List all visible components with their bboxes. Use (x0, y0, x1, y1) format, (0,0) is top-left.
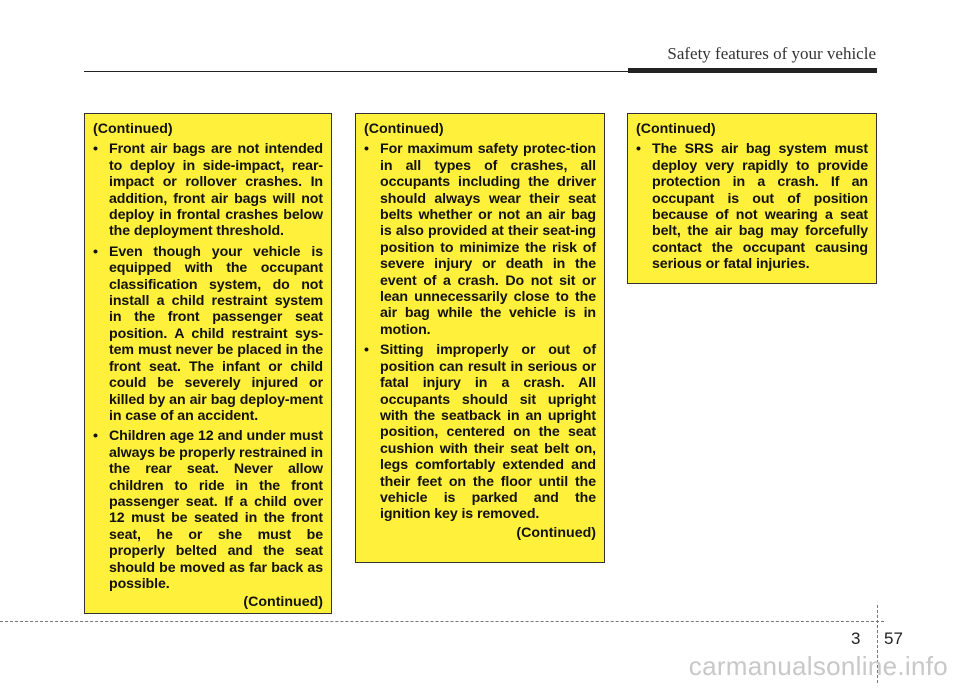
header-rule-thin (84, 71, 644, 72)
bullet-text: The SRS air bag system must deploy very rapidly to provide protection in a crash. If an occupant is out of position because of not wearing a seat belt, the air bag may forcefully contact the occupant causing serious or fatal injuries. (652, 141, 868, 273)
list-item (636, 141, 868, 272)
list-item (93, 141, 323, 239)
bullet-text: For maximum safety protec-tion in all types of crashes, all occupants including the driver should always wear their seat belts whether or not an air bag is also provided at their seat-ing position to minimize the risk of severe injury or death in the event of a crash. Do not sit or lean unnecessarily close to the air bag while the vehicle is in motion. (380, 141, 596, 338)
bullet-icon: • (93, 428, 98, 445)
bullet-text: Children age 12 and under must always be properly restrained in the rear seat. Never allow children to ride in the front passenger seat. If a child over 12 must be seated in the front seat, he or she must be properly belted and the seat should be moved as far back as possible. (109, 428, 323, 592)
warning-panel-2 (355, 113, 605, 563)
list-item (364, 141, 596, 338)
bullet-text: Even though your vehicle is equipped with the occupant classification system, do not install a child restraint system in the front passenger seat position. A child restraint sys-tem must never be placed in the front seat. The infant or child could be severely injured or killed by an air bag deploy-ment in case of an accident. (109, 243, 323, 424)
continued-footer: (Continued) (243, 594, 323, 611)
continued-label: (Continued) (364, 121, 444, 137)
list-item (364, 342, 596, 522)
bullet-icon: • (364, 342, 369, 359)
page-number: 57 (884, 629, 903, 648)
bullet-icon: • (93, 141, 98, 158)
header-title: Safety features of your vehicle (667, 44, 876, 63)
bullet-text: Sitting improperly or out of position can result in serious or fatal injury in a crash. All occupants should sit upright with the seatback in an upright position, centered on the seat cushion with their seat belt on, legs comfortably extended and their feet on the floor until the vehicle is parked and the ignition key is removed. (380, 342, 596, 523)
chapter-number: 3 (851, 629, 861, 648)
header-rule-thick (628, 68, 877, 73)
bullet-icon: • (93, 243, 98, 260)
continued-footer: (Continued) (516, 524, 596, 541)
continued-label: (Continued) (93, 121, 173, 137)
footer-rule (0, 621, 884, 622)
list-item (93, 428, 323, 592)
warning-panel-3 (627, 113, 877, 284)
continued-label: (Continued) (636, 121, 716, 137)
bullet-text: Front air bags are not intended to deploy in side-impact, rear-impact or rollover crashes. In addition, front air bags will not deploy in frontal crashes below the deployment threshold. (109, 141, 323, 240)
watermark: carmanualsonline.info (688, 651, 948, 681)
bullet-icon: • (364, 141, 369, 158)
list-item (93, 244, 323, 424)
warning-panel-1 (84, 113, 332, 614)
bullet-icon: • (636, 141, 641, 158)
